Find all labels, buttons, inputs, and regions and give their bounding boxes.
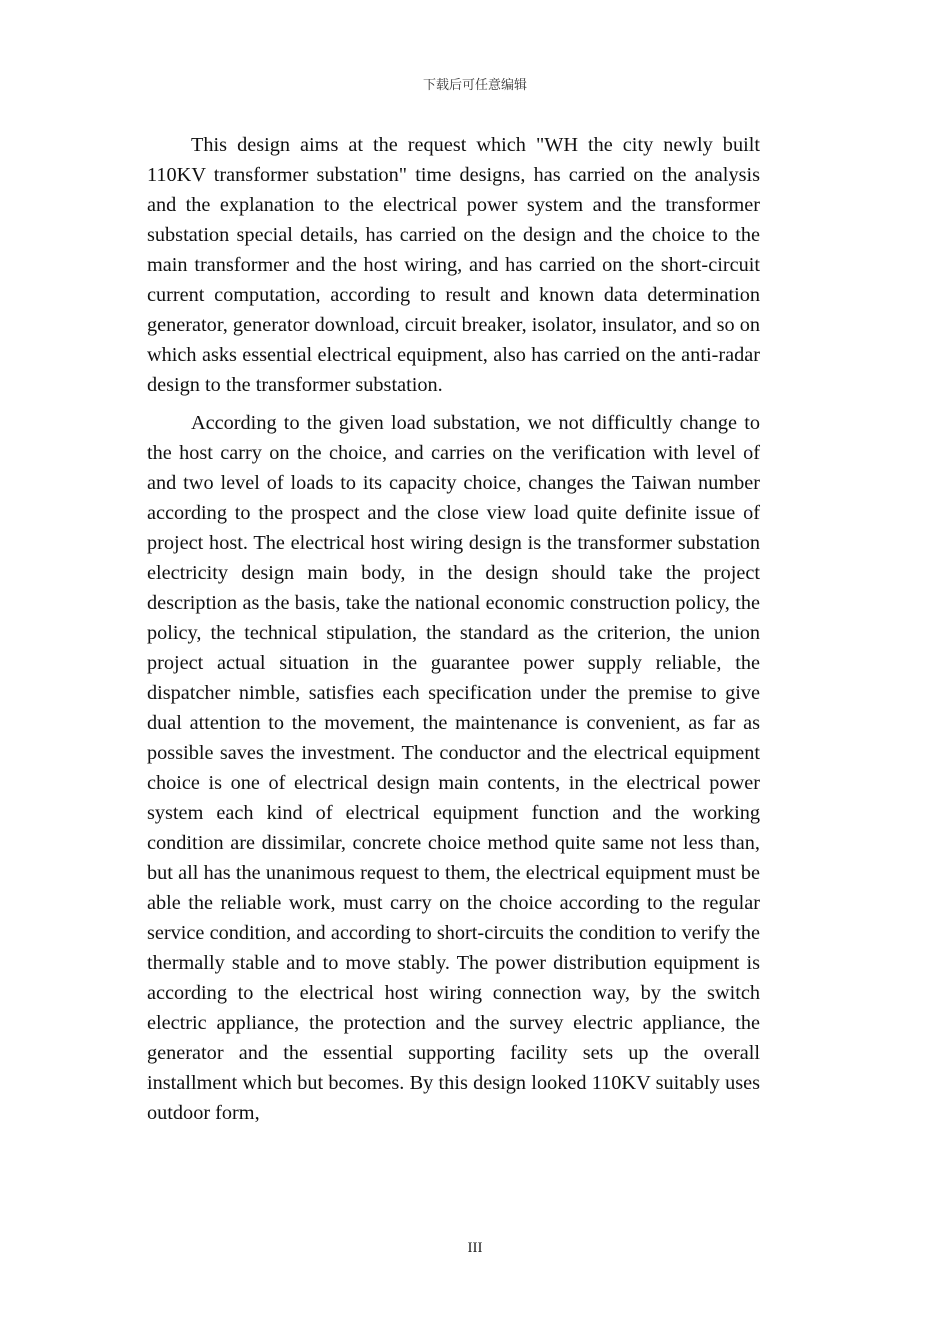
- page-number: III: [467, 1240, 483, 1256]
- page-header: 下载后可任意编辑: [422, 78, 527, 93]
- paragraph-1: This design aims at the request which "WH the city newly built 110KV transformer substation" time designs, has carried on the analysis and the explanation to the electrical power system and the transformer substation special details, has carried on the design and the choice to the main transformer and the host wiring, and has carried on the short-circuit current computation, according to result and known data determination generator, generator download, circuit breaker, isolator, insulator, and so on which asks essential electrical equipment, also has carried on the anti-radar design to the transformer substation.: [147, 134, 760, 396]
- document-body: [147, 130, 760, 1136]
- paragraph-2: According to the given load substation, we not difficultly change to the host carry on the choice, and carries on the verification with level of and two level of loads to its capacity choice, changes the Taiwan number according to the prospect and the close view load quite definite issue of project host. The electrical host wiring design is the transformer substation electricity design main body, in the design should take the project description as the basis, take the national economic construction policy, the policy, the technical stipulation, the standard as the criterion, the union project actual situation in the guarantee power supply reliable, the dispatcher nimble, satisfies each specification under the premise to give dual attention to the movement, the maintenance is convenient, as far as possible saves the investment. The conductor and the electrical equipment choice is one of electrical design main contents, in the electrical power system each kind of electrical equipment function and the working condition are dissimilar, concrete choice method quite same not less than, but all has the unanimous request to them, the electrical equipment must be able the reliable work, must carry on the choice according to the regular service condition, and according to short-circuits the condition to verify the thermally stable and to move stably. The power distribution equipment is according to the electrical host wiring connection way, by the switch electric appliance, the protection and the survey electric appliance, the generator and the essential supporting facility sets up the overall installment which but becomes. By this design looked 110KV suitably uses outdoor form,: [147, 412, 760, 1124]
